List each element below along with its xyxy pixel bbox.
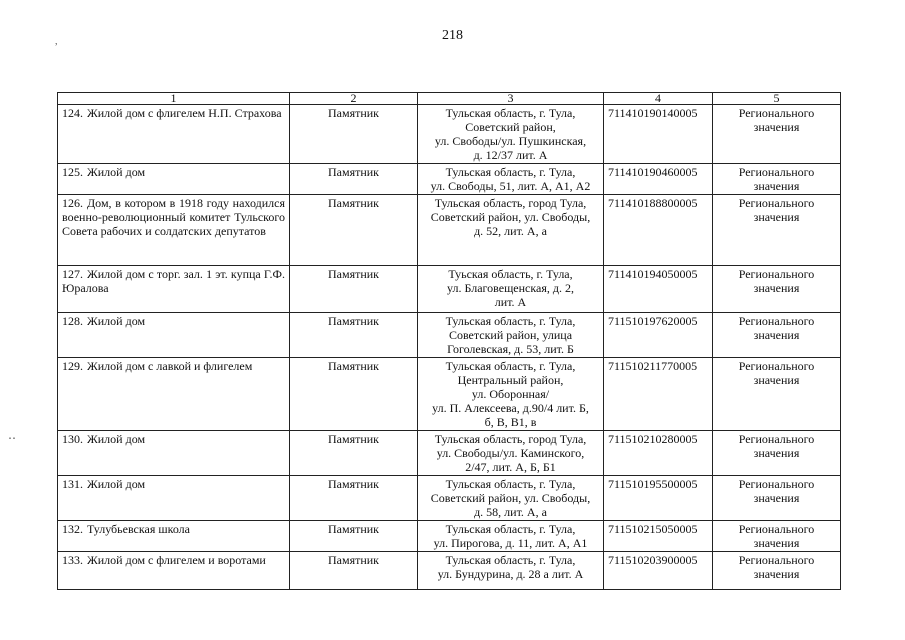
address-line: д. 58, лит. А, а	[474, 505, 547, 519]
table-row	[58, 358, 841, 431]
address-line: б, В, В1, в	[484, 415, 537, 429]
table-row	[58, 313, 841, 358]
monument-address	[418, 313, 604, 358]
scan-speck: ‥	[8, 428, 17, 442]
table-row	[58, 521, 841, 552]
address-line: д. 12/37 лит. А	[473, 148, 548, 162]
address-line: Тульская область, город Тула,	[434, 432, 587, 446]
address-line: Советский район,	[465, 120, 556, 134]
table-row	[58, 266, 841, 313]
registry-code: 711510215050005	[604, 521, 713, 552]
monument-name: Жилой дом	[87, 165, 146, 179]
table-row	[58, 195, 841, 266]
address-line: ул. Свободы/ул. Каминского,	[436, 446, 585, 460]
monument-address	[418, 164, 604, 195]
address-line: ул. Оборонная/	[471, 387, 550, 401]
header-col-1: 1	[58, 93, 290, 105]
address-line: Советский район, ул. Свободы,	[430, 210, 591, 224]
address-line: ул. Свободы/ул. Пушкинская,	[434, 134, 587, 148]
monuments-table	[57, 92, 841, 590]
monument-name: Жилой дом с флигелем и воротами	[87, 553, 266, 567]
significance-category: Регионального значения	[713, 313, 841, 358]
monument-type: Памятник	[290, 105, 418, 164]
table-row	[58, 164, 841, 195]
monument-name-cell	[58, 195, 290, 266]
row-number: 126.	[62, 196, 83, 210]
monument-name: Жилой дом	[87, 477, 146, 491]
header-row	[58, 93, 841, 105]
monument-name-cell	[58, 313, 290, 358]
row-number: 133.	[62, 553, 83, 567]
monument-address	[418, 431, 604, 476]
monument-address	[418, 552, 604, 590]
registry-code: 711510197620005	[604, 313, 713, 358]
significance-category: Регионального значения	[713, 266, 841, 313]
monument-name-cell	[58, 431, 290, 476]
header-col-5: 5	[713, 93, 841, 105]
monument-name: Жилой дом с флигелем Н.П. Страхова	[87, 106, 282, 120]
monument-name-cell	[58, 358, 290, 431]
header-col-2: 2	[290, 93, 418, 105]
address-line: Гоголевская, д. 53, лит. Б	[447, 342, 574, 356]
registry-code: 711410194050005	[604, 266, 713, 313]
monument-name: Жилой дом с лавкой и флигелем	[87, 359, 253, 373]
monument-name-cell	[58, 266, 290, 313]
monument-name-cell	[58, 105, 290, 164]
monument-name-cell	[58, 476, 290, 521]
row-number: 131.	[62, 477, 83, 491]
significance-category: Регионального значения	[713, 195, 841, 266]
monument-address	[418, 105, 604, 164]
monument-type: Памятник	[290, 313, 418, 358]
address-line: Тульская область, г. Тула,	[445, 314, 576, 328]
address-line: Тульская область, г. Тула,	[445, 359, 576, 373]
monument-name: Жилой дом	[87, 432, 146, 446]
significance-category: Регионального значения	[713, 552, 841, 590]
page-number: 218	[442, 28, 463, 43]
monument-address	[418, 195, 604, 266]
registry-code: 711410190460005	[604, 164, 713, 195]
header-col-4: 4	[604, 93, 713, 105]
table-row	[58, 476, 841, 521]
monument-name-cell	[58, 164, 290, 195]
address-line: Советский район, ул. Свободы,	[430, 491, 591, 505]
address-line: Тульская область, город Тула,	[434, 196, 587, 210]
address-line: ул. Свободы, 51, лит. А, А1, А2	[430, 179, 591, 193]
significance-category: Регионального значения	[713, 476, 841, 521]
registry-code: 711510211770005	[604, 358, 713, 431]
address-line: Туьская область, г. Тула,	[448, 267, 573, 281]
registry-code: 711510210280005	[604, 431, 713, 476]
significance-category: Регионального значения	[713, 358, 841, 431]
address-line: ул. Бундурина, д. 28 а лит. А	[437, 567, 584, 581]
registry-code: 711510195500005	[604, 476, 713, 521]
row-number: 127.	[62, 267, 83, 281]
row-number: 128.	[62, 314, 83, 328]
monument-name: Жилой дом с торг. зал. 1 эт. купца Г.Ф. Юралова	[62, 267, 285, 295]
row-number: 125.	[62, 165, 83, 179]
address-line: 2/47, лит. А, Б, Б1	[465, 460, 556, 474]
address-line: ул. Пирогова, д. 11, лит. А, А1	[433, 536, 588, 550]
address-line: Тульская область, г. Тула,	[445, 106, 576, 120]
row-number: 129.	[62, 359, 83, 373]
monument-name-cell	[58, 552, 290, 590]
monument-name: Тулубьевская школа	[87, 522, 190, 536]
monument-address	[418, 266, 604, 313]
row-number: 132.	[62, 522, 83, 536]
monument-address	[418, 358, 604, 431]
significance-category: Регионального значения	[713, 105, 841, 164]
monument-name-cell	[58, 521, 290, 552]
monument-type: Памятник	[290, 552, 418, 590]
monument-type: Памятник	[290, 266, 418, 313]
header-col-3: 3	[418, 93, 604, 105]
row-number: 130.	[62, 432, 83, 446]
address-line: д. 52, лит. А, а	[474, 224, 547, 238]
address-line: ул. П. Алексеева, д.90/4 лит. Б,	[432, 401, 589, 415]
address-line: ул. Благовещенская, д. 2,	[447, 281, 574, 295]
significance-category: Регионального значения	[713, 431, 841, 476]
address-line: Тульская область, г. Тула,	[445, 553, 576, 567]
row-number: 124.	[62, 106, 83, 120]
significance-category: Регионального значения	[713, 521, 841, 552]
address-line: Советский район, улица	[448, 328, 573, 342]
table-row	[58, 105, 841, 164]
monument-name: Жилой дом	[87, 314, 146, 328]
monument-type: Памятник	[290, 164, 418, 195]
monument-type: Памятник	[290, 521, 418, 552]
registry-code: 711410190140005	[604, 105, 713, 164]
table-row	[58, 552, 841, 590]
address-line: лит. А	[494, 295, 527, 309]
address-line: Тульская область, г. Тула,	[445, 522, 576, 536]
monument-type: Памятник	[290, 431, 418, 476]
monument-type: Памятник	[290, 195, 418, 266]
significance-category: Регионального значения	[713, 164, 841, 195]
table-row	[58, 431, 841, 476]
monument-address	[418, 521, 604, 552]
registry-code: 711410188800005	[604, 195, 713, 266]
scan-speck: ,	[55, 36, 58, 47]
monument-type: Памятник	[290, 358, 418, 431]
address-line: Тульская область, г. Тула,	[445, 477, 576, 491]
monument-address	[418, 476, 604, 521]
registry-code: 711510203900005	[604, 552, 713, 590]
address-line: Центральный район,	[457, 373, 564, 387]
address-line: Тульская область, г. Тула,	[445, 165, 576, 179]
monument-type: Памятник	[290, 476, 418, 521]
monument-name: Дом, в котором в 1918 году находился военно-революционный комитет Тульского Совета рабочих и солдатских депутатов	[62, 196, 285, 238]
